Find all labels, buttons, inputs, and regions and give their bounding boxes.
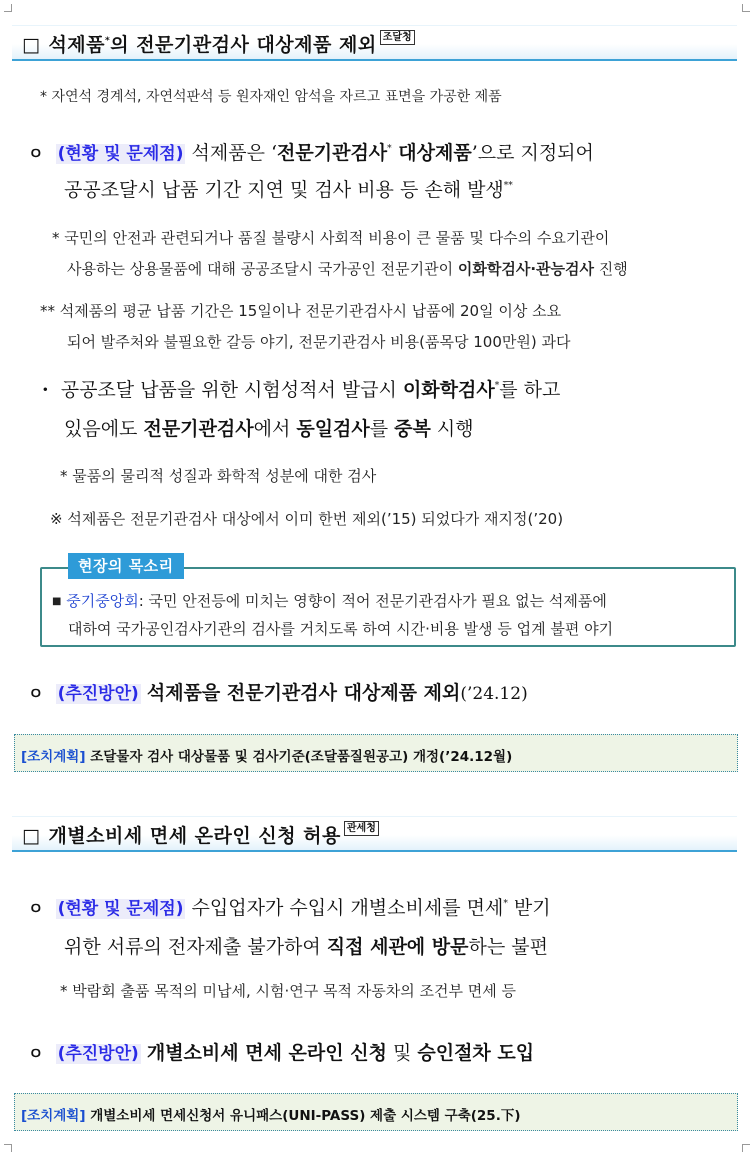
status-label: (현황 및 문제점) xyxy=(57,899,184,919)
section-marker-icon: □ xyxy=(22,825,41,847)
reference-note: ※ 석제품은 전문기관검사 대상에서 이미 한번 제외(’15) 되었다가 재지정(’20) xyxy=(50,510,564,528)
square-bullet-icon: ■ xyxy=(52,596,62,607)
voice-org: 중기중앙회 xyxy=(66,592,139,610)
field-voice-line1: ■ 중기중앙회: 국민 안전등에 미치는 영향이 적어 전문기관검사가 필요 없는 석제품에 xyxy=(52,592,607,610)
status-paragraph: ㅇ (현황 및 문제점) 석제품은 ‘전문기관검사* 대상제품’으로 지정되어 xyxy=(28,142,594,164)
section-marker-icon: □ xyxy=(22,34,41,56)
section2-header xyxy=(12,816,737,852)
circle-bullet-icon: ㅇ xyxy=(28,144,44,163)
action-plan-box-2 xyxy=(14,1093,738,1131)
section1-header xyxy=(12,25,737,61)
status-line2-2: 위한 서류의 전자제출 불가하여 직접 세관에 방문하는 불편 xyxy=(64,936,548,958)
sub-point: · 공공조달 납품을 위한 시험성적서 발급시 이화학검사*를 하고 xyxy=(42,379,561,401)
circle-bullet-icon: ㅇ xyxy=(28,899,44,918)
action-plan-text-2: [조치계획] 개별소비세 면세신청서 유니패스(UNI-PASS) 제출 시스템 구축(25.下) xyxy=(21,1108,521,1124)
plan-paragraph-2: ㅇ (추진방안) 개별소비세 면세 온라인 신청 및 승인절차 도입 xyxy=(28,1042,535,1064)
footnote2-line1: ** 석제품의 평균 납품 기간은 15일이나 전문기관검사시 납품에 20일 이상 소요 xyxy=(40,302,562,320)
section2-title: 개별소비세 면세 온라인 신청 허용 xyxy=(48,825,341,847)
field-voice-title: 현장의 목소리 xyxy=(68,553,184,579)
sub-point-footnote: * 물품의 물리적 성질과 화학적 성분에 대한 검사 xyxy=(60,467,377,485)
dash-bullet-icon: · xyxy=(42,379,49,401)
footnote2-line2: 되어 발주처와 불필요한 갈등 야기, 전문기관검사 비용(품목당 100만원) 과다 xyxy=(67,333,571,351)
plan-paragraph: ㅇ (추진방안) 석제품을 전문기관검사 대상제품 제외(’24.12) xyxy=(28,682,528,704)
section1-title: 석제품*의 전문기관검사 대상제품 제외 xyxy=(48,34,377,56)
agency-tag: 관세청 xyxy=(344,821,379,836)
plan-label: (추진방안) xyxy=(57,1044,139,1064)
action-plan-box xyxy=(14,734,738,772)
footnote1-line1: * 국민의 안전과 관련되거나 품질 불량시 사회적 비용이 큰 물품 및 다수의 수요기관이 xyxy=(52,229,610,247)
field-voice-line2: 대하여 국가공인검사기관의 검사를 거치도록 하여 시간·비용 발생 등 업계 불편 야기 xyxy=(68,620,614,638)
status-paragraph-2: ㅇ (현황 및 문제점) 수입업자가 수입시 개별소비세를 면세* 받기 xyxy=(28,897,551,919)
definition-note: * 자연석 경계석, 자연석판석 등 원자재인 암석을 자르고 표면을 가공한 제품 xyxy=(40,89,502,105)
section2-footnote: * 박람회 출품 목적의 미납세, 시험·연구 목적 자동차의 조건부 면세 등 xyxy=(60,982,516,1000)
circle-bullet-icon: ㅇ xyxy=(28,684,44,703)
plan-label: (추진방안) xyxy=(57,684,139,704)
sub-point-line2: 있음에도 전문기관검사에서 동일검사를 중복 시행 xyxy=(64,418,474,440)
agency-tag: 조달청 xyxy=(380,30,415,45)
status-label: (현황 및 문제점) xyxy=(57,144,184,164)
circle-bullet-icon: ㅇ xyxy=(28,1044,44,1063)
status-line2: 공공조달시 납품 기간 지연 및 검사 비용 등 손해 발생** xyxy=(64,179,513,201)
action-plan-text: [조치계획] 조달물자 검사 대상물품 및 검사기준(조달품질원공고) 개정(’24.12월) xyxy=(21,749,513,765)
footnote1-line2: 사용하는 상용물품에 대해 공공조달시 국가공인 전문기관이 이화학검사·관능검사 진행 xyxy=(67,260,628,278)
